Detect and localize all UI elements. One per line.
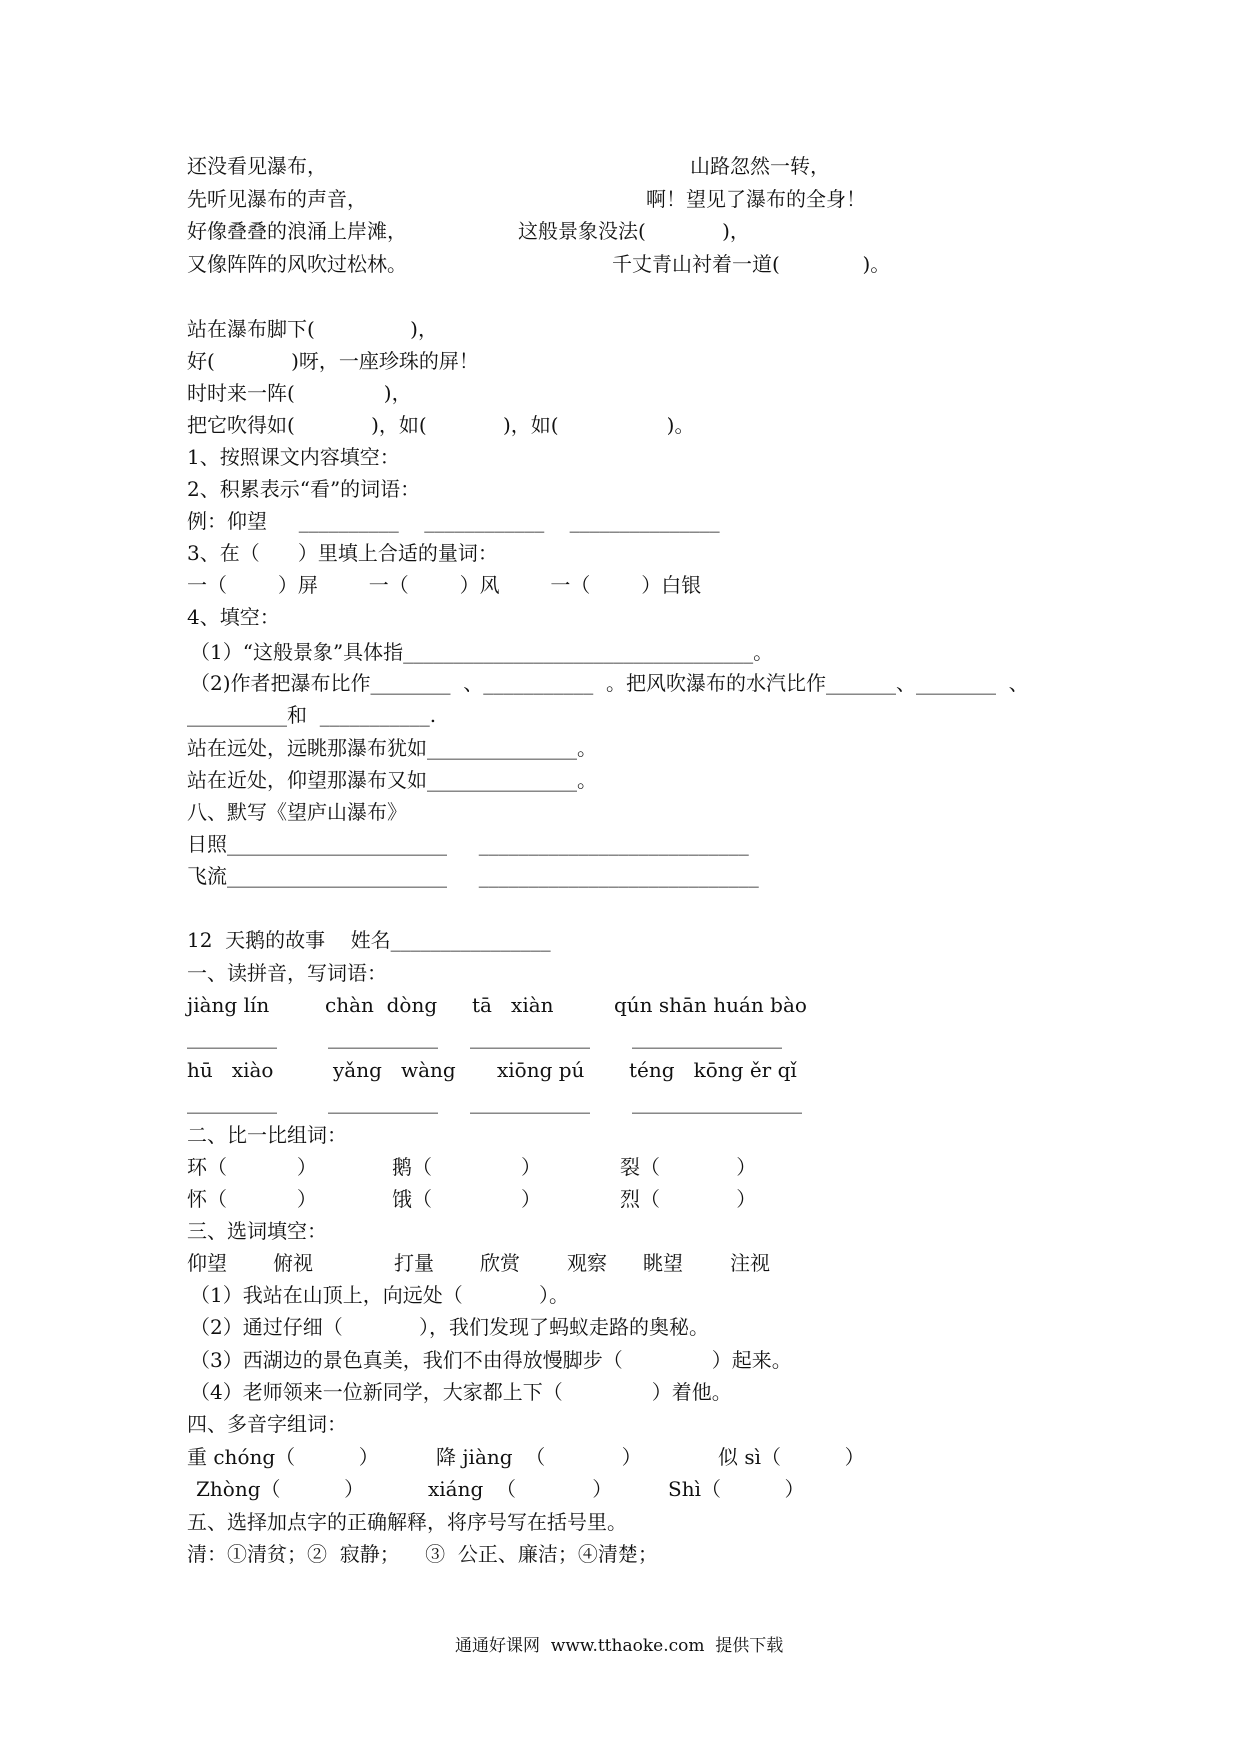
polyphone-item: 重 chóng（ ） xyxy=(187,1445,379,1469)
fill-line: 站在远处，远眺那瀑布犹如_______________。 xyxy=(187,736,597,760)
answer-blank: _______________ xyxy=(632,1025,782,1049)
poem-left-line: 又像阵阵的风吹过松林。 xyxy=(187,252,407,276)
section-title: 三、选词填空： xyxy=(187,1219,327,1243)
compare-item: 环（ ） xyxy=(187,1155,317,1179)
answer-blank: _________ xyxy=(187,1025,277,1049)
poem2-line: 站在瀑布脚下( )， xyxy=(187,317,438,341)
question-3: 3、在（ ）里填上合适的量词： xyxy=(187,541,498,565)
section-title: 八、默写《望庐山瀑布》 xyxy=(187,800,407,824)
polyphone-item: Zhòng（ ） xyxy=(196,1477,365,1501)
fill-line: （1）“这般景象”具体指___________________________________。 xyxy=(190,640,774,664)
pinyin-word: jiàng lín xyxy=(187,993,270,1017)
answer-blank: ____________ xyxy=(470,1025,590,1049)
compare-item: 鹅（ ） xyxy=(392,1155,542,1179)
question-1: 1、按照课文内容填空： xyxy=(187,445,400,469)
poem2-line: 好( )呀，一座珍珠的屏！ xyxy=(187,349,479,373)
dictation-line: 日照______________________ ___________________________ xyxy=(187,832,749,856)
fill-sentence: （3）西湖边的景色真美，我们不由得放慢脚步（ ）起来。 xyxy=(190,1348,792,1372)
word-choice: 眺望 xyxy=(643,1251,683,1275)
poem-left-line: 还没看见瀑布， xyxy=(187,154,327,178)
word-choice: 观察 xyxy=(567,1251,607,1275)
answer-blank: _________ xyxy=(187,1090,277,1114)
compare-item: 怀（ ） xyxy=(187,1187,317,1211)
section-title: 五、选择加点字的正确解释，将序号写在括号里。 xyxy=(187,1510,627,1534)
pinyin-word: qún shān huán bào xyxy=(614,993,807,1017)
poem-right-line: 山路忽然一转， xyxy=(690,154,830,178)
section-title: 四、多音字组词： xyxy=(187,1412,347,1436)
measure-words-line: 一（ ）屏 一（ ）风 一（ ）白银 xyxy=(187,573,702,597)
poem2-line: 时时来一阵( )， xyxy=(187,381,412,405)
polyphone-item: xiáng （ ） xyxy=(428,1477,613,1501)
polyphone-item: Shì（ ） xyxy=(668,1477,805,1501)
word-choice: 欣赏 xyxy=(480,1251,520,1275)
pinyin-word: xiōng pú xyxy=(497,1058,585,1082)
fill-line: 站在近处，仰望那瀑布又如_______________。 xyxy=(187,768,597,792)
definition-line: 清：①清贫；② 寂静； ③ 公正、廉洁；④清楚； xyxy=(187,1542,658,1566)
fill-line: __________和 ___________. xyxy=(187,703,437,727)
polyphone-item: 降 jiàng （ ） xyxy=(436,1445,642,1469)
fill-line: （2)作者把瀑布比作________ 、___________ 。把风吹瀑布的水汽比作_______、________ 、 xyxy=(190,671,1029,695)
pinyin-word: hū xiào xyxy=(187,1058,274,1082)
answer-blank: ___________ xyxy=(328,1090,438,1114)
poem2-line: 把它吹得如( )，如( )，如( )。 xyxy=(187,413,695,437)
poem-right-line: 啊！望见了瀑布的全身！ xyxy=(646,187,866,211)
section-title: 二、比一比组词： xyxy=(187,1123,347,1147)
compare-item: 饿（ ） xyxy=(392,1187,542,1211)
dictation-line: 飞流______________________ ____________________________ xyxy=(187,864,759,888)
pinyin-word: tā xiàn xyxy=(472,993,554,1017)
polyphone-item: 似 sì（ ） xyxy=(718,1445,865,1469)
question-4: 4、填空： xyxy=(187,605,280,629)
poem-left-line: 好像叠叠的浪涌上岸滩， xyxy=(187,219,407,243)
poem-right-line: 千丈青山衬着一道( )。 xyxy=(612,252,891,276)
word-choice: 注视 xyxy=(730,1251,770,1275)
question-2: 2、积累表示“看”的词语： xyxy=(187,477,421,501)
lesson-header: 12 天鹅的故事 姓名________________ xyxy=(187,928,551,952)
word-choice: 打量 xyxy=(394,1251,434,1275)
pinyin-word: chàn dòng xyxy=(325,993,438,1017)
answer-blank: ___________ xyxy=(328,1025,438,1049)
answer-blank: _________________ xyxy=(632,1090,802,1114)
answer-blank: ____________ xyxy=(470,1090,590,1114)
word-choice: 仰望 xyxy=(187,1251,227,1275)
section-title: 一、读拼音，写词语： xyxy=(187,961,387,985)
word-choice: 俯视 xyxy=(273,1251,313,1275)
compare-item: 烈（ ） xyxy=(620,1187,757,1211)
example-line: 例：仰望 __________ ____________ _______________ xyxy=(187,509,720,533)
fill-sentence: （1）我站在山顶上，向远处（ ）。 xyxy=(190,1283,570,1307)
compare-item: 裂（ ） xyxy=(620,1155,757,1179)
poem-right-line: 这般景象没法( )， xyxy=(518,219,750,243)
fill-sentence: （2）通过仔细（ ），我们发现了蚂蚁走路的奥秘。 xyxy=(190,1315,710,1339)
pinyin-word: yǎng wàng xyxy=(333,1058,456,1082)
poem-left-line: 先听见瀑布的声音， xyxy=(187,187,367,211)
pinyin-word: téng kōng ěr qǐ xyxy=(629,1058,797,1082)
fill-sentence: （4）老师领来一位新同学，大家都上下（ ）着他。 xyxy=(190,1380,732,1404)
footer-credit: 通通好课网 www.tthaoke.com 提供下载 xyxy=(455,1636,784,1656)
